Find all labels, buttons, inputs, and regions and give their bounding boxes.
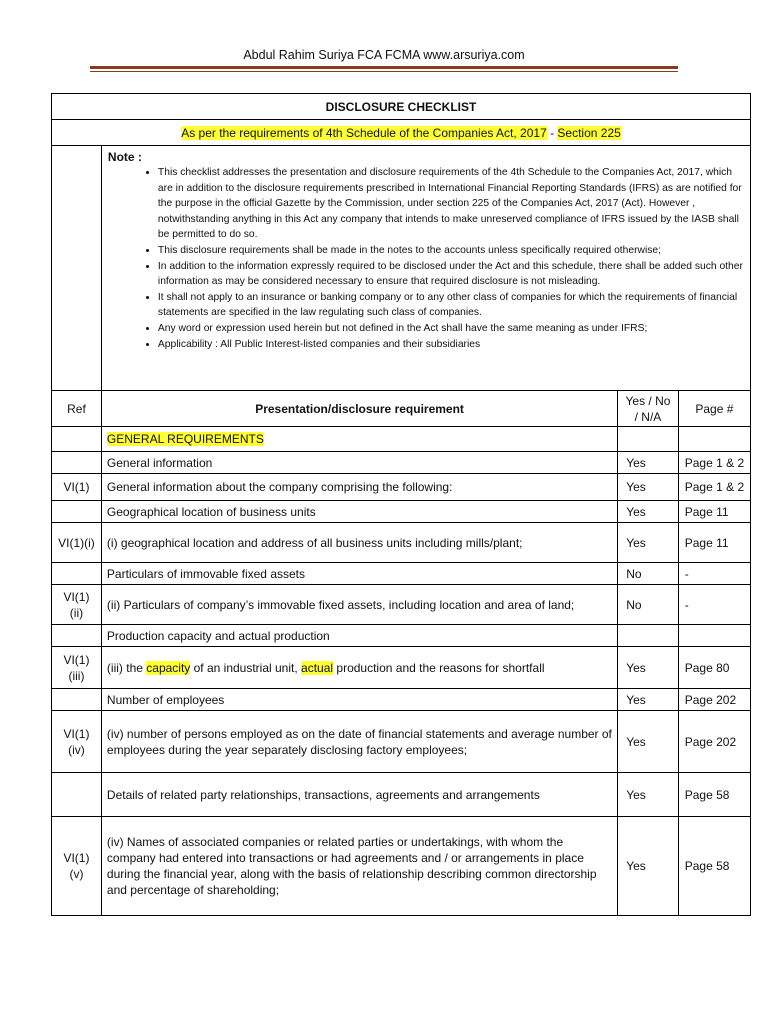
yes-no-cell: Yes: [618, 711, 679, 773]
yes-no-cell: [618, 427, 679, 452]
yes-no-cell: No: [618, 563, 679, 585]
table-title: DISCLOSURE CHECKLIST: [52, 94, 751, 120]
yes-no-cell: Yes: [618, 647, 679, 689]
page-cell: Page 58: [678, 817, 750, 916]
requirement-cell: (ii) Particulars of company’s immovable fixed assets, including location and area of land;: [101, 585, 617, 625]
page-header: Abdul Rahim Suriya FCA FCMA www.arsuriya.com: [243, 48, 525, 62]
requirement-text: (iii) the: [106, 660, 147, 675]
ref-cell: VI(1)(iv): [52, 711, 102, 773]
requirement-cell: Number of employees: [101, 689, 617, 711]
page-cell: [678, 625, 750, 647]
requirement-cell: (i) geographical location and address of all business units including mills/plant;: [101, 523, 617, 563]
note-title: Note :: [107, 150, 142, 164]
yes-no-cell: Yes: [618, 817, 679, 916]
requirement-text: of an industrial unit,: [190, 660, 302, 675]
page-cell: [678, 427, 750, 452]
table-row: [52, 689, 751, 711]
page-cell: Page 1 & 2: [678, 452, 750, 474]
requirement-cell: [101, 427, 617, 452]
ref-cell: VI(1)(i): [52, 523, 102, 563]
yes-no-cell: Yes: [618, 689, 679, 711]
header-rule-thin: [90, 71, 678, 72]
page-cell: -: [678, 563, 750, 585]
table-row: [52, 585, 751, 625]
page-cell: Page 11: [678, 501, 750, 523]
table-row: [52, 817, 751, 916]
page-cell: Page 58: [678, 773, 750, 817]
requirement-text: production and the reasons for shortfall: [333, 660, 545, 675]
table-row: [52, 452, 751, 474]
requirement-cell: Production capacity and actual production: [101, 625, 617, 647]
table-row: [52, 523, 751, 563]
section-heading: GENERAL REQUIREMENTS: [106, 432, 264, 446]
ref-cell: [52, 427, 102, 452]
yes-no-cell: [618, 625, 679, 647]
ref-cell: [52, 501, 102, 523]
page-cell: Page 80: [678, 647, 750, 689]
note-item: • Any word or expression used herein but not defined in the Act shall have the same meaning as under IFRS;: [158, 321, 744, 337]
note-ref-cell: [52, 146, 102, 391]
page-cell: Page 11: [678, 523, 750, 563]
ref-cell: [52, 689, 102, 711]
subtitle-separator: -: [546, 125, 558, 140]
page-cell: Page 1 & 2: [678, 474, 750, 501]
yes-no-cell: No: [618, 585, 679, 625]
yes-no-cell: Yes: [618, 452, 679, 474]
requirement-cell: Details of related party relationships, transactions, agreements and arrangements: [101, 773, 617, 817]
note-cell: [101, 146, 750, 391]
ref-cell: VI(1)(v): [52, 817, 102, 916]
highlight-actual: actual: [301, 660, 334, 675]
requirement-cell: Particulars of immovable fixed assets: [101, 563, 617, 585]
table-row: [52, 563, 751, 585]
ref-cell: [52, 773, 102, 817]
table-row: [52, 625, 751, 647]
table-row: [52, 773, 751, 817]
table-row: [52, 501, 751, 523]
table-row: [52, 427, 751, 452]
requirement-cell: [101, 647, 617, 689]
yes-no-cell: Yes: [618, 523, 679, 563]
yes-no-cell: Yes: [618, 501, 679, 523]
header-rule-thick: [90, 66, 678, 69]
ref-cell: VI(1): [52, 474, 102, 501]
ref-cell: [52, 452, 102, 474]
column-header-page: Page #: [678, 391, 750, 427]
column-header-yes-no: Yes / No / N/A: [618, 391, 679, 427]
ref-cell: VI(1)(ii): [52, 585, 102, 625]
table-subtitle: [52, 120, 751, 146]
disclosure-checklist-table: [51, 93, 751, 916]
note-item: • This disclosure requirements shall be made in the notes to the accounts unless specifically required otherwise;: [158, 243, 744, 259]
requirement-cell: Geographical location of business units: [101, 501, 617, 523]
ref-cell: [52, 563, 102, 585]
ref-cell: VI(1)(iii): [52, 647, 102, 689]
note-item: • In addition to the information expressly required to be disclosed under the Act and this schedule, there shall be added such other information as may be considered necessary to ensure that required disclosure is not misleading.: [158, 259, 744, 290]
yes-no-cell: Yes: [618, 773, 679, 817]
page-cell: -: [678, 585, 750, 625]
subtitle-schedule: As per the requirements of 4th Schedule of the Companies Act, 2017: [181, 125, 547, 140]
subtitle-section: Section 225: [557, 125, 621, 140]
requirement-cell: (iv) number of persons employed as on the date of financial statements and average number of employees during the year separately disclosing factory employees;: [101, 711, 617, 773]
column-header-requirement: Presentation/disclosure requirement: [101, 391, 617, 427]
yes-no-cell: Yes: [618, 474, 679, 501]
column-header-ref: Ref: [52, 391, 102, 427]
ref-cell: [52, 625, 102, 647]
requirement-cell: General information: [101, 452, 617, 474]
table-row: [52, 647, 751, 689]
table-row: [52, 474, 751, 501]
requirement-cell: (iv) Names of associated companies or related parties or undertakings, with whom the company had entered into transactions or had agreements and / or arrangements in place during the financial year, along with the basis of relationship describing common directorship and percentage of shareholding;: [101, 817, 617, 916]
note-item: • Applicability : All Public Interest-listed companies and their subsidiaries: [158, 337, 744, 353]
note-item: • This checklist addresses the presentation and disclosure requirements of the 4th Schedule to the Companies Act, 2017, which are in addition to the disclosure requirements prescribed in International Financial Reporting Standards (IFRS) as are notified for the purpose in the official Gazette by the Commission, under section 225 of the Companies Act, 2017 (Act). However , notwithstanding anything in this Act any company that intends to make unreserved compliance of IFRS issued by the IASB shall be permitted to do so.: [158, 165, 744, 243]
page-cell: Page 202: [678, 711, 750, 773]
column-header-row: [52, 391, 751, 427]
requirement-cell: General information about the company comprising the following:: [101, 474, 617, 501]
highlight-capacity: capacity: [146, 660, 191, 675]
note-list: [108, 165, 744, 352]
table-row: [52, 711, 751, 773]
note-item: • It shall not apply to an insurance or banking company or to any other class of companies for which the requirements of financial statements are specified in the law regulating such class of companies.: [158, 290, 744, 321]
page-cell: Page 202: [678, 689, 750, 711]
